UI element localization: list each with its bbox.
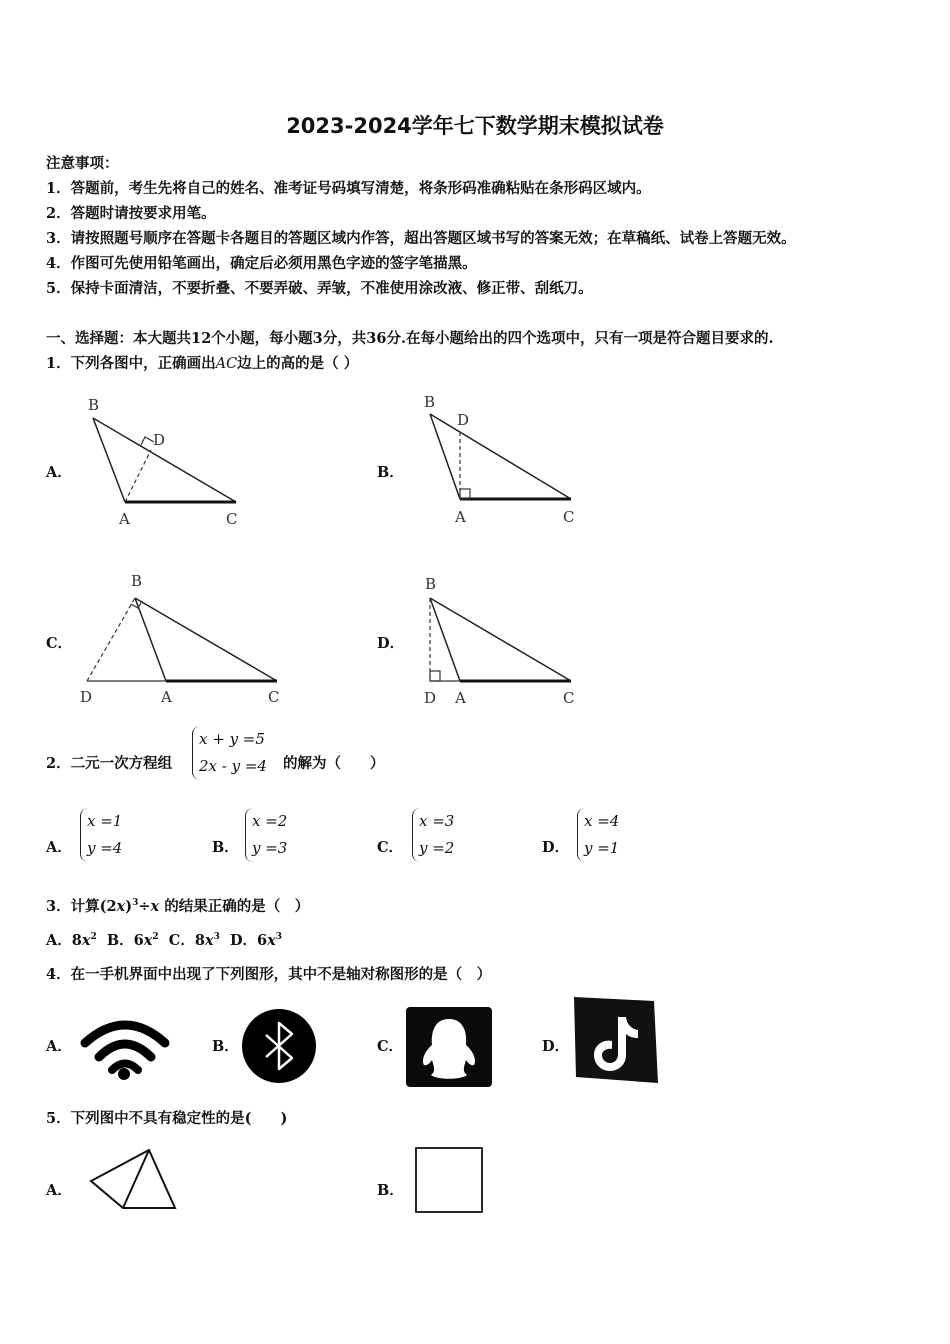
q3-option-a[interactable]: A．$8x^2$ bbox=[46, 932, 97, 949]
q2-option-d-label[interactable]: D． bbox=[542, 839, 570, 856]
question-2-suffix: 的解为（ ） bbox=[283, 755, 385, 772]
tiktok-note-icon bbox=[572, 995, 660, 1085]
q1-figure-c bbox=[75, 568, 295, 713]
q4-option-c-label[interactable]: C． bbox=[377, 1038, 404, 1055]
bluetooth-icon bbox=[240, 1008, 320, 1088]
equation-system bbox=[192, 726, 267, 780]
q1-figure-b bbox=[410, 388, 590, 533]
square-figure bbox=[413, 1145, 488, 1217]
notice-item: 1．答题前，考生先将自己的姓名、准考证号码填写清楚，将条形码准确粘贴在条形码区域内。 bbox=[46, 180, 651, 197]
q2-option-b-label[interactable]: B． bbox=[212, 839, 239, 856]
notice-item: 2．答题时请按要求用笔。 bbox=[46, 205, 216, 222]
vertex-label-b: B bbox=[424, 393, 436, 411]
q4-option-b-label[interactable]: B． bbox=[212, 1038, 239, 1055]
q4-option-a-label[interactable]: A． bbox=[46, 1038, 72, 1055]
q2-option-b-system: x =2 y =3 bbox=[245, 808, 287, 862]
question-1-stem: 1．下列各图中，正确画出AC边上的高的是（ ） bbox=[46, 355, 359, 372]
vertex-label-d: D bbox=[424, 689, 437, 707]
notice-item: 5．保持卡面清洁，不要折叠、不要弄破、弄皱，不准使用涂改液、修正带、刮纸刀。 bbox=[46, 280, 593, 297]
question-5-stem: 5．下列图中不具有稳定性的是( ) bbox=[46, 1110, 288, 1127]
triangle-figure bbox=[85, 1145, 185, 1217]
question-2-stem: 2．二元一次方程组 bbox=[46, 755, 173, 772]
vertex-label-a: A bbox=[119, 510, 130, 528]
q2-option-a-label[interactable]: A． bbox=[46, 839, 72, 856]
vertex-label-d: D bbox=[457, 411, 470, 429]
q3-options bbox=[46, 929, 282, 950]
q3-option-d[interactable]: D．$6x^3$ bbox=[229, 932, 283, 949]
q1-figure-a bbox=[75, 390, 255, 535]
q1-option-d-label[interactable]: D． bbox=[377, 635, 405, 652]
equation-2: 2x - y =4 bbox=[199, 757, 267, 775]
q1-option-c-label[interactable]: C． bbox=[46, 635, 73, 652]
q4-option-d-label[interactable]: D． bbox=[542, 1038, 570, 1055]
notice-item: 4．作图可先使用铅笔画出，确定后必须用黑色字迹的签字笔描黑。 bbox=[46, 255, 477, 272]
notice-heading: 注意事项： bbox=[46, 155, 119, 172]
section-heading: 一、选择题：本大题共12个小题，每小题3分，共36分.在每小题给出的四个选项中，只有一项是符合题目要求的. bbox=[46, 330, 774, 347]
vertex-label-a: A bbox=[455, 689, 466, 707]
q2-option-a-system: x =1 y =4 bbox=[80, 808, 122, 862]
vertex-label-d: D bbox=[153, 431, 166, 449]
wifi-icon bbox=[80, 1015, 170, 1085]
vertex-label-b: B bbox=[88, 396, 100, 414]
page-title: 2023-2024学年七下数学期末模拟试卷 bbox=[286, 114, 664, 138]
q3-option-c[interactable]: C．$8x^3$ bbox=[168, 932, 220, 949]
q5-option-a-label[interactable]: A． bbox=[46, 1182, 72, 1199]
vertex-label-a: A bbox=[455, 508, 466, 526]
qq-penguin-icon bbox=[405, 1005, 493, 1089]
vertex-label-c: C bbox=[226, 510, 238, 528]
q2-option-d-system: x =4 y =1 bbox=[577, 808, 619, 862]
vertex-label-d: D bbox=[80, 688, 93, 706]
vertex-label-c: C bbox=[268, 688, 280, 706]
vertex-label-c: C bbox=[563, 689, 575, 707]
question-3-stem: 3．计算$(2x)^3\div x$ 的结果正确的是（ ） bbox=[46, 898, 310, 915]
vertex-label-a: A bbox=[161, 688, 172, 706]
q2-option-c-label[interactable]: C． bbox=[377, 839, 404, 856]
vertex-label-b: B bbox=[425, 575, 437, 593]
vertex-label-b: B bbox=[131, 572, 143, 590]
equation-1: x + y =5 bbox=[199, 730, 265, 748]
q1-option-a-label[interactable]: A． bbox=[46, 464, 72, 481]
q3-option-b[interactable]: B．$6x^2$ bbox=[106, 932, 159, 949]
q2-option-c-system: x =3 y =2 bbox=[412, 808, 454, 862]
q5-option-b-label[interactable]: B． bbox=[377, 1182, 404, 1199]
question-4-stem: 4．在一手机界面中出现了下列图形，其中不是轴对称图形的是（ ） bbox=[46, 966, 492, 983]
q1-option-b-label[interactable]: B． bbox=[377, 464, 404, 481]
notice-item: 3．请按照题号顺序在答题卡各题目的答题区域内作答，超出答题区域书写的答案无效；在草稿纸、试卷上答题无效。 bbox=[46, 230, 796, 247]
vertex-label-c: C bbox=[563, 508, 575, 526]
q1-figure-d bbox=[410, 570, 590, 715]
